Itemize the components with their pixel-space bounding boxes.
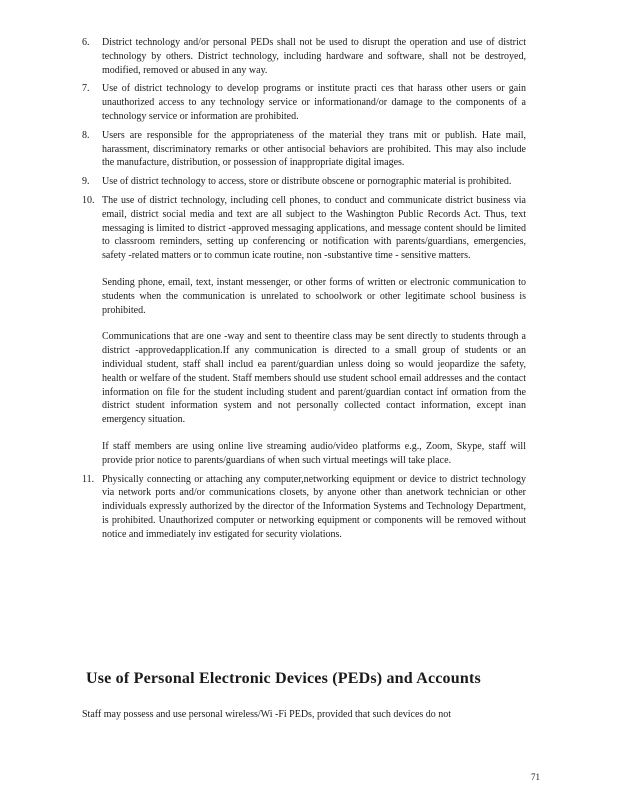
- list-item: [82, 36, 526, 77]
- item-paragraph: Physically connecting or attaching any computer,networking equipment or device to district technology via network ports and/or communications closets, by anyone other than anetwork technician or other individuals expressly authorized by the director of the Information Systems and Technology Department, is prohibited. Unauthorized computer or networking equipment or components will be removed without notice and immediately inv estigated for security violations.: [102, 473, 526, 540]
- section-heading: Use of Personal Electronic Devices (PEDs) and Accounts: [86, 670, 481, 687]
- list-item: [82, 82, 526, 123]
- page-number: 71: [531, 772, 540, 782]
- item-paragraph: Sending phone, email, text, instant messenger, or other forms of written or electronic communication to students when the communication is unrelated to schoolwork or other legitimate school business is prohibited.: [102, 276, 526, 316]
- item-paragraph: Use of district technology to access, store or distribute obscene or pornographic material is prohibited.: [102, 176, 512, 188]
- item-number: 10.: [82, 194, 95, 206]
- item-paragraph: Communications that are one -way and sent to theentire class may be sent directly to students through a district -approvedapplication.If any communication is directed to a small group of students or an individual student, staff shall includ ea parent/guardian unless doing so would jeopardize the safety, health or welfare of the student. Staff members should use student school email addresses and the contact information on file for the student including student and parent/guardian contact inf ormation from the district student information system and not personally collected contact information, except inan emergency situation.: [102, 331, 526, 426]
- section-lead-paragraph: Staff may possess and use personal wireless/Wi -Fi PEDs, provided that such devices do not: [82, 709, 452, 720]
- item-paragraph: If staff members are using online live streaming audio/video platforms e.g., Zoom, Skype, staff will provide prior notice to parents/guardians of when such virtual meetings will take place.: [102, 440, 526, 466]
- list-item: [82, 473, 526, 542]
- item-number: 9.: [82, 176, 90, 188]
- list-item: [82, 194, 526, 468]
- item-number: 11.: [82, 473, 95, 485]
- item-paragraph: Use of district technology to develop programs or institute practi ces that harass other users or gain unauthorized access to any technology service or informationand/or damage to the components of a technology service or information are prohibited.: [102, 83, 526, 122]
- item-number: 7.: [82, 83, 90, 95]
- policy-list: [82, 36, 526, 547]
- item-paragraph: District technology and/or personal PEDs shall not be used to disrupt the operation and use of district technology by others. District technology, including hardware and software, shall not be destroyed, modified, removed or abused in any way.: [102, 37, 526, 76]
- item-paragraph: The use of district technology, including cell phones, to conduct and communicate district business via email, district social media and text are all subject to the Washington Public Records Act. Thus, text messaging is limited to district -approved messaging applications, and message content should be limited to classroom reminders, setting up conferencing or notification with parents/guardians, emergencies, safety -related matters or to commun icate routine, non -substantive time - sensitive matters.: [102, 194, 526, 262]
- item-paragraph: Users are responsible for the appropriateness of the material they trans mit or publish. Hate mail, harassment, discriminatory remarks or other antisocial behaviors are prohibited. This may also include the manufacture, distribution, or possession of inappropriate digital images.: [102, 129, 526, 169]
- item-number: 6.: [82, 37, 90, 48]
- list-item: [82, 175, 526, 189]
- list-item: [82, 129, 526, 170]
- item-number: 8.: [82, 129, 90, 141]
